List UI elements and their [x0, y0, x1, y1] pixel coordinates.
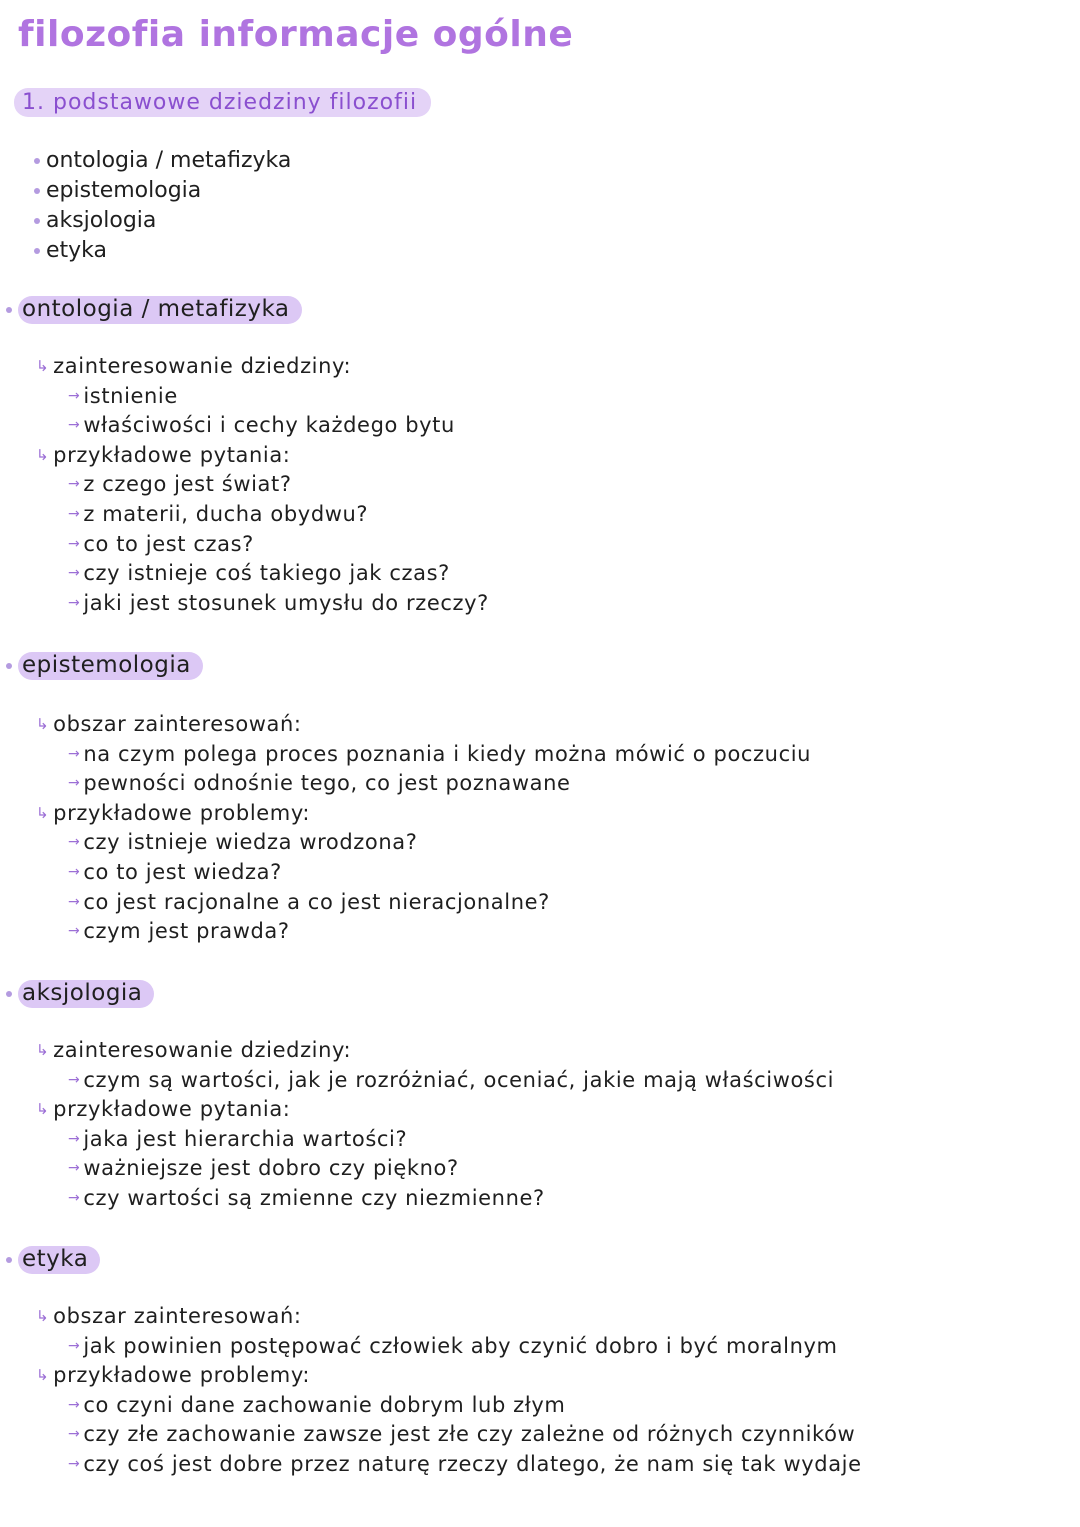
list-item: → czy złe zachowanie zawsze jest złe czy zależne od różnych czynników [68, 1420, 1066, 1450]
group-block [36, 1302, 1066, 1480]
arrow-right-icon: → [68, 387, 81, 404]
list-item: → z materii, ducha obydwu? [68, 500, 1066, 530]
list-item: → na czym polega proces poznania i kiedy można mówić o poczuciu [68, 740, 1066, 770]
list-item: → ważniejsze jest dobro czy piękno? [68, 1154, 1066, 1184]
group-label: ↳ przykładowe pytania: [36, 441, 1066, 471]
section-heading: etyka [6, 1244, 1066, 1276]
bullet-dot-icon [34, 158, 40, 164]
arrow-right-icon: → [68, 893, 81, 910]
arrow-right-icon: → [68, 1337, 81, 1354]
list-item: → czy istnieje wiedza wrodzona? [68, 828, 1066, 858]
list-item: → czym są wartości, jak je rozróżniać, oceniać, jakie mają właściwości [68, 1066, 1066, 1096]
hook-arrow-icon: ↳ [36, 1366, 50, 1385]
bullet-dot-icon [34, 248, 40, 254]
bullet-dot-icon [6, 991, 12, 997]
arrow-right-icon: → [68, 775, 81, 792]
list-item: → co jest racjonalne a co jest nieracjonalne? [68, 888, 1066, 918]
bullet-dot-icon [34, 218, 40, 224]
section-heading: ontologia / metafizyka [6, 294, 1066, 326]
list-item: etyka [34, 236, 291, 266]
arrow-right-icon: → [68, 1130, 81, 1147]
section-ontologia [6, 294, 1066, 618]
list-item: → jak powinien postępować człowiek aby czynić dobro i być moralnym [68, 1332, 1066, 1362]
list-item: → pewności odnośnie tego, co jest poznawane [68, 769, 1066, 799]
arrow-right-icon: → [68, 1071, 81, 1088]
arrow-right-icon: → [68, 505, 81, 522]
arrow-right-icon: → [68, 1426, 81, 1443]
list-item: → z czego jest świat? [68, 470, 1066, 500]
arrow-right-icon: → [68, 565, 81, 582]
bullet-dot-icon [34, 188, 40, 194]
hook-arrow-icon: ↳ [36, 715, 50, 733]
list-item: epistemologia [34, 176, 291, 206]
group-block [36, 710, 1066, 947]
arrow-right-icon: → [68, 1189, 81, 1206]
group-label: ↳ zainteresowanie dziedziny: [36, 1036, 1066, 1066]
list-item: → czy coś jest dobre przez naturę rzeczy dlatego, że nam się tak wydaje [68, 1450, 1066, 1480]
group-label: ↳ przykładowe pytania: [36, 1095, 1066, 1125]
list-item: ontologia / metafizyka [34, 146, 291, 176]
subheading-highlight: 1. podstawowe dziedziny filozofii [14, 88, 431, 117]
arrow-right-icon: → [68, 1455, 81, 1472]
arrow-right-icon: → [68, 863, 81, 880]
group-block [36, 1036, 1066, 1214]
group-block [36, 352, 1066, 618]
hook-arrow-icon: ↳ [36, 1041, 50, 1059]
list-item: → czy wartości są zmienne czy niezmienne? [68, 1184, 1066, 1214]
list-item: → właściwości i cechy każdego bytu [68, 411, 1066, 441]
group-label: ↳ przykładowe problemy: [36, 799, 1066, 829]
arrow-right-icon: → [68, 535, 81, 552]
arrow-right-icon: → [68, 1160, 81, 1177]
intro-list [34, 146, 291, 266]
arrow-right-icon: → [68, 476, 81, 493]
arrow-right-icon: → [68, 923, 81, 940]
arrow-right-icon: → [68, 594, 81, 611]
bullet-dot-icon [6, 663, 12, 669]
hook-arrow-icon: ↳ [36, 1100, 50, 1119]
hook-arrow-icon: ↳ [36, 1307, 50, 1325]
group-label: ↳ przykładowe problemy: [36, 1361, 1066, 1391]
arrow-right-icon: → [68, 745, 81, 762]
list-item: → jaka jest hierarchia wartości? [68, 1125, 1066, 1155]
bullet-dot-icon [6, 1257, 12, 1263]
list-item: → co to jest wiedza? [68, 858, 1066, 888]
list-item: → co to jest czas? [68, 530, 1066, 560]
list-item: → czym jest prawda? [68, 917, 1066, 947]
group-label: ↳ obszar zainteresowań: [36, 1302, 1066, 1332]
section-epistemologia [6, 650, 1066, 947]
page-title: filozofia informacje ogólne [18, 14, 574, 55]
hook-arrow-icon: ↳ [36, 803, 50, 822]
group-label: ↳ obszar zainteresowań: [36, 710, 1066, 740]
arrow-right-icon: → [68, 834, 81, 851]
section-heading: epistemologia [6, 650, 1066, 682]
list-item: → czy istnieje coś takiego jak czas? [68, 559, 1066, 589]
list-item: aksjologia [34, 206, 291, 236]
hook-arrow-icon: ↳ [36, 445, 50, 464]
arrow-right-icon: → [68, 417, 81, 434]
bullet-dot-icon [6, 307, 12, 313]
list-item: → co czyni dane zachowanie dobrym lub złym [68, 1391, 1066, 1421]
section-aksjologia [6, 978, 1066, 1214]
list-item: → istnienie [68, 382, 1066, 412]
section-heading: aksjologia [6, 978, 1066, 1010]
arrow-right-icon: → [68, 1396, 81, 1413]
list-item: → jaki jest stosunek umysłu do rzeczy? [68, 589, 1066, 619]
group-label: ↳ zainteresowanie dziedziny: [36, 352, 1066, 382]
section-etyka [6, 1244, 1066, 1480]
hook-arrow-icon: ↳ [36, 357, 50, 375]
